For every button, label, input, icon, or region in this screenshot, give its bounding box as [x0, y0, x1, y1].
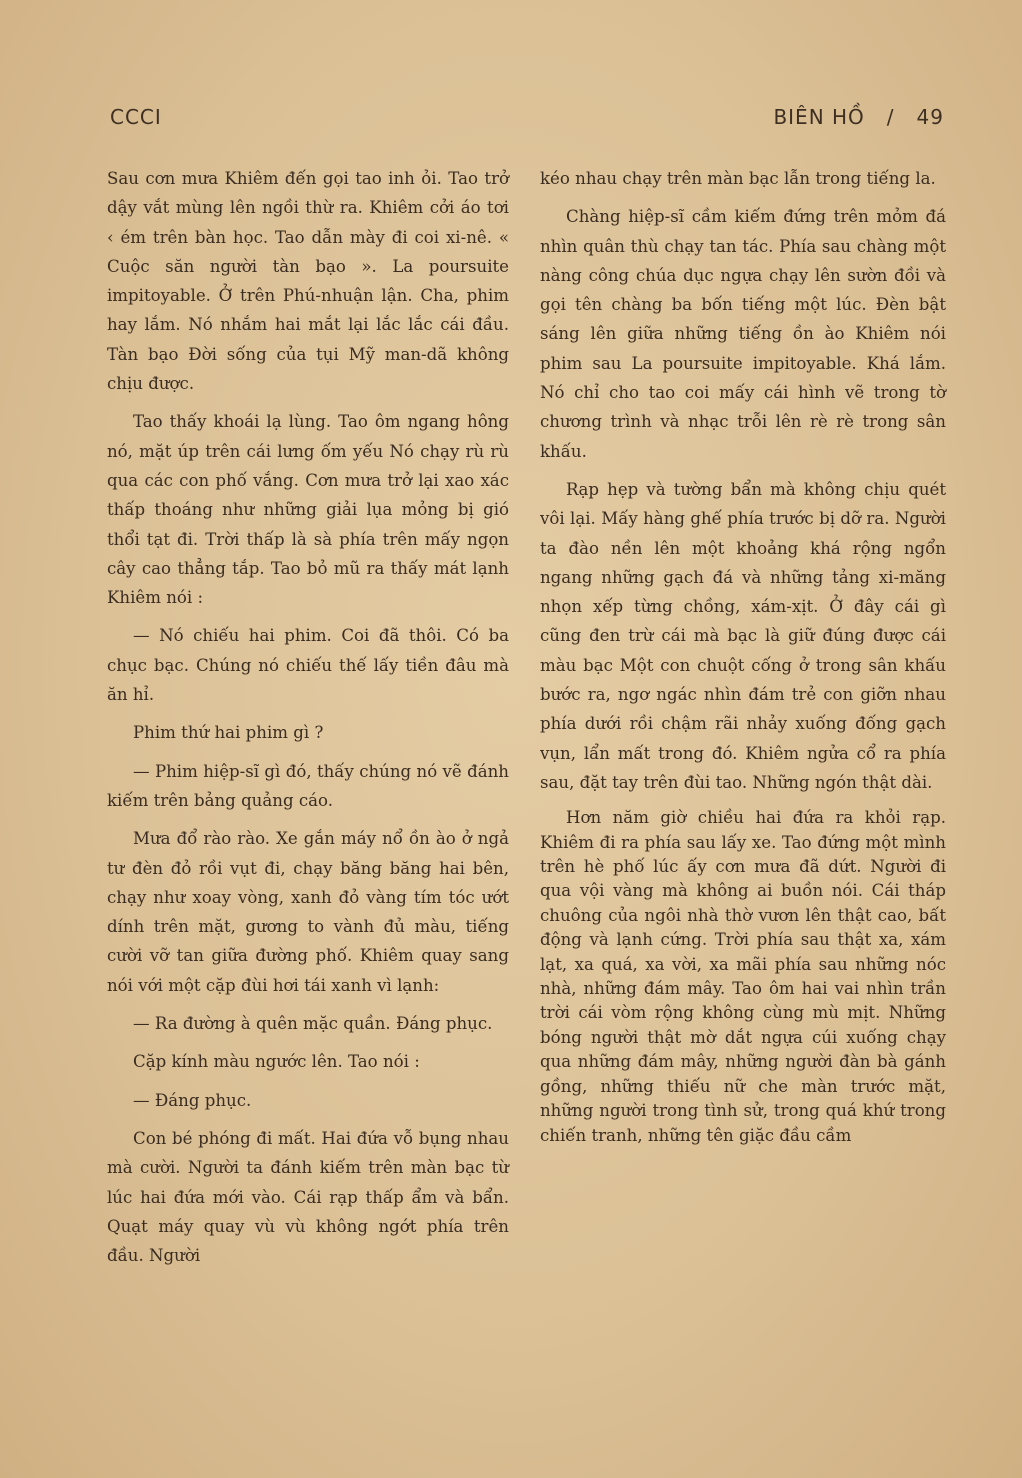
- paragraph: — Ra đường à quên mặc quần. Đáng phục.: [133, 1014, 493, 1034]
- paragraph: Sau cơn mưa Khiêm đến gọi tao inh ỏi. Tao trở dậy vắt mùng lên ngồi thừ ra. Khiêm cởi áo tơi ‹ ém trên bàn học. Tao dẫn mày đi coi xi-nê. « Cuộc săn người tàn bạo ». La poursuite impitoyable. Ở trên Phú-nhuận lận. Cha, phim hay lắm. Nó nhắm hai mắt lại lắc lắc cái đầu. Tàn bạo Đời sống của tụi Mỹ man-dã không chịu được.: [107, 169, 509, 394]
- paragraph: Mưa đổ rào rào. Xe gắn máy nổ ồn ào ở ngả tư đèn đỏ rồi vụt đi, chạy băng băng hai bên, chạy như xoay vòng, xanh đỏ vàng tím tóc ướt dính trên mặt, gương to vành đủ màu, tiếng cười vỡ tan giữa đường phố. Khiêm quay sang nói với một cặp đùi hơi tái xanh vì lạnh:: [107, 829, 509, 995]
- paragraph: Cặp kính màu ngước lên. Tao nói :: [133, 1052, 420, 1072]
- paragraph: Tao thấy khoái lạ lùng. Tao ôm ngang hông nó, mặt úp trên cái lưng ốm yếu Nó chạy rù rù qua các con phố vắng. Cơn mưa trở lại xao xác thấp thoáng như những giải lụa mỏng bị gió thổi tạt đi. Trời thấp là sà phía trên mấy ngọn cây cao thẳng tắp. Tao bỏ mũ ra thấy mát lạnh Khiêm nói :: [107, 412, 509, 608]
- header-separator: /: [886, 105, 895, 129]
- paragraph: Con bé phóng đi mất. Hai đứa vỗ bụng nhau mà cười. Người ta đánh kiếm trên màn bạc từ lúc hai đứa mới vào. Cái rạp thấp ẩm và bẩn. Quạt máy quay vù vù không ngớt phía trên đầu. Người: [107, 1128, 509, 1266]
- header-right: [773, 105, 944, 129]
- header-title: BIÊN HỒ: [773, 105, 865, 129]
- paragraph: — Phim hiệp-sĩ gì đó, thấy chúng nó vẽ đánh kiếm trên bảng quảng cáo.: [107, 761, 509, 810]
- paragraph: Rạp hẹp và tường bẩn mà không chịu quét vôi lại. Mấy hàng ghế phía trước bị dỡ ra. Người ta đào nền lên một khoảng khá rộng ngổn ngang những gạch đá và những tảng xi-măng nhọn xếp từng chồng, xám-xịt. Ở đây cái gì cũng đen trừ cái mà bạc là giữ đúng được cái màu bạc Một con chuột cống ở trong sân khấu bước ra, ngơ ngác nhìn đám trẻ con giỡn nhau phía dưới rồi chậm rãi nhảy xuống đống gạch vụn, lẩn mất trong đó. Khiêm ngửa cổ ra phía sau, đặt tay trên đùi tao. Những ngón thật dài.: [540, 479, 946, 792]
- paragraph: kéo nhau chạy trên màn bạc lẫn trong tiếng la.: [540, 169, 936, 188]
- header-left-label: CCCI: [110, 105, 162, 129]
- paragraph: Chàng hiệp-sĩ cầm kiếm đứng trên mỏm đá nhìn quân thù chạy tan tác. Phía sau chàng một nàng công chúa dục ngựa chạy lên sườn đồi và gọi tên chàng ba bốn tiếng một lúc. Đèn bật sáng lên giữa những tiếng ồn ào Khiêm nói phim sau La poursuite impitoyable. Khá lắm. Nó chỉ cho tao coi mấy cái hình vẽ trong tờ chương trình và nhạc trỗi lên rè rè trong sân khấu.: [540, 207, 946, 461]
- paragraph: Hơn năm giờ chiều hai đứa ra khỏi rạp. Khiêm đi ra phía sau lấy xe. Tao đứng một mình trên hè phố lúc ấy cơn mưa đã dứt. Người đi qua vội vàng mà không ai buồn nói. Cái tháp chuông của ngôi nhà thờ vươn lên thật cao, bất động và lạnh cứng. Trời phía sau thật xa, xám lạt, xa quá, xa vời, xa mãi phía sau những nóc nhà, những đám mây. Tao ôm hai vai nhìn trần trời cái vòm rộng không cùng mù mịt. Những bóng người thật mờ dắt ngựa cúi xuống chạy qua những đám mây, những người đàn bà gánh gồng, những thiếu nữ che màn trước mặt, những người trong tình sử, trong quá khứ trong chiến tranh, những tên giặc đầu cầm: [540, 808, 946, 1145]
- paragraph: — Đáng phục.: [133, 1090, 252, 1110]
- right-column: [540, 164, 946, 1157]
- left-column: [107, 164, 509, 1279]
- page-number: 49: [916, 105, 944, 129]
- paragraph: — Nó chiếu hai phim. Coi đã thôi. Có ba chục bạc. Chúng nó chiếu thế lấy tiền đâu mà ăn hỉ.: [107, 626, 509, 705]
- paragraph: Phim thứ hai phim gì ?: [133, 723, 324, 743]
- page-header: [110, 100, 944, 134]
